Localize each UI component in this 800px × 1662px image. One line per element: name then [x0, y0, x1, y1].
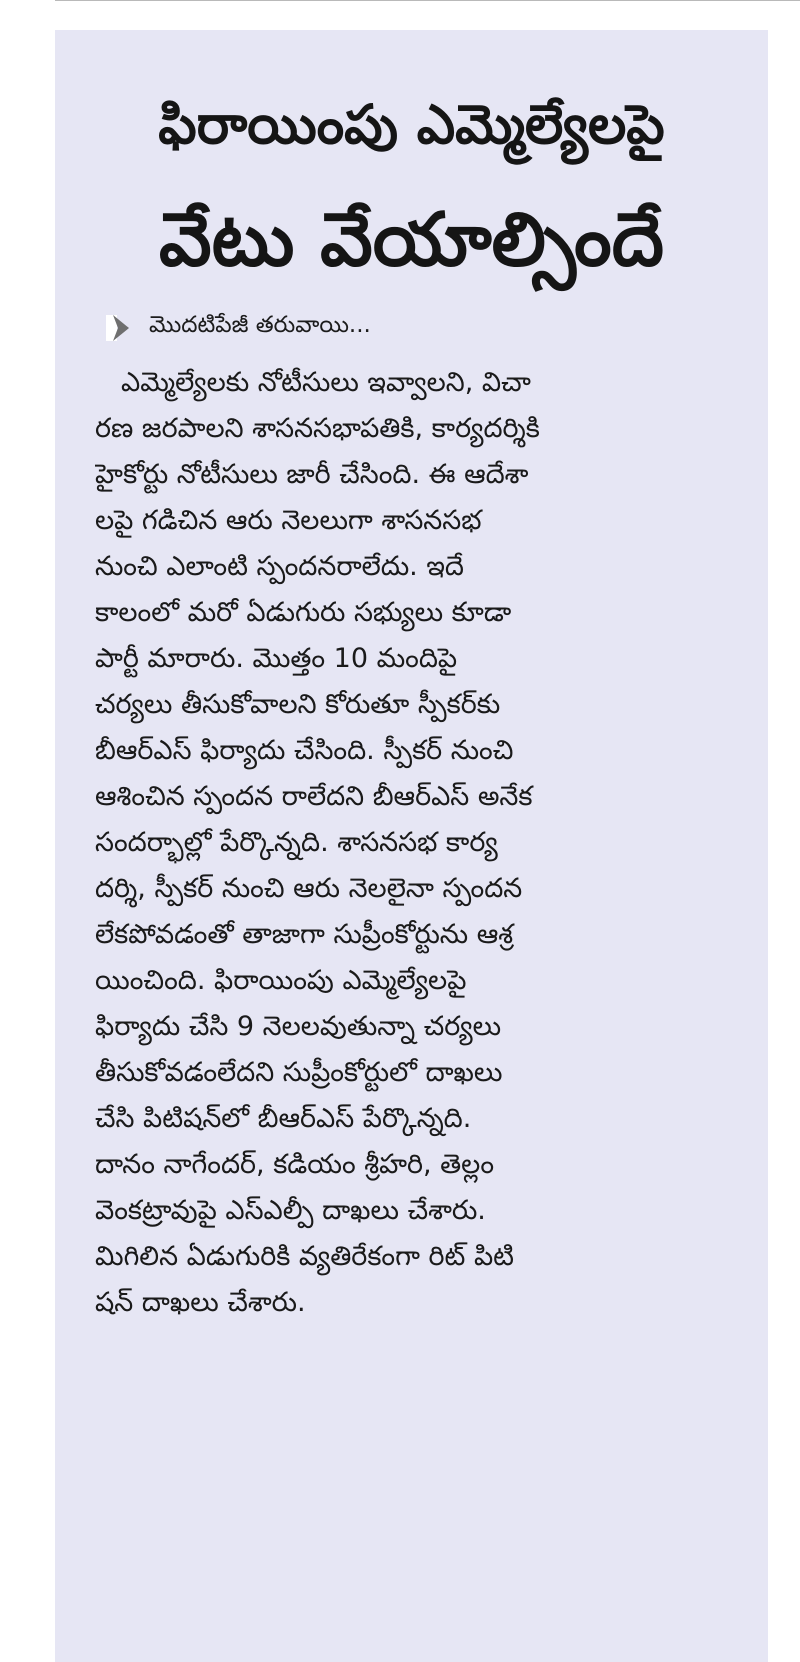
body-line: హైకోర్టు నోటీసులు జారీ చేసింది. ఈ ఆదేశా: [95, 459, 529, 490]
body-line: దానం నాగేందర్, కడియం శ్రీహరి, తెల్లం: [95, 1149, 495, 1180]
body-line: చేసి పిటిషన్‌లో బీఆర్ఎస్ పేర్కొన్నది.: [95, 1103, 472, 1134]
newspaper-clipping: [55, 30, 768, 1662]
body-line: సందర్భాల్లో పేర్కొన్నది. శాసనసభ కార్య: [95, 827, 498, 858]
body-line: బీఆర్ఎస్ ఫిర్యాదు చేసింది. స్పీకర్ నుంచి: [95, 735, 514, 766]
body-line: వెంకట్రావుపై ఎస్ఎల్పీ దాఖలు చేశారు.: [95, 1195, 486, 1226]
body-line: ఆశించిన స్పందన రాలేదని బీఆర్ఎస్ అనేక: [95, 781, 533, 812]
headline-line-1: ఫిరాయింపు ఎమ్మెల్యేలపై: [158, 93, 665, 156]
body-line: పార్టీ మారారు. మొత్తం 10 మందిపై: [95, 643, 458, 674]
continued-from-front-page: [103, 308, 371, 348]
body-line: ఎమ్మెల్యేలకు నోటీసులు ఇవ్వాలని, విచా: [121, 367, 531, 398]
body-line: లేకపోవడంతో తాజాగా సుప్రీంకోర్టును ఆశ్ర: [95, 919, 514, 950]
body-line: కాలంలో మరో ఏడుగురు సభ్యులు కూడా: [95, 597, 512, 628]
body-line: దర్శి, స్పీకర్ నుంచి ఆరు నెలలైనా స్పందన: [95, 873, 523, 904]
body-line: మిగిలిన ఏడుగురికి వ్యతిరేకంగా రిట్ పిటి: [95, 1241, 515, 1272]
body-line: లపై గడిచిన ఆరు నెలలుగా శాసనసభ: [95, 505, 482, 536]
body-line: చర్యలు తీసుకోవాలని కోరుతూ స్పీకర్‌కు: [95, 689, 501, 720]
body-line: తీసుకోవడంలేదని సుప్రీంకోర్టులో దాఖలు: [95, 1057, 503, 1088]
chevron-right-icon: [103, 311, 139, 345]
body-line: షన్ దాఖలు చేశారు.: [95, 1287, 306, 1318]
headline-line-2: వేటు వేయాల్సిందే: [159, 197, 664, 283]
body-line: రణ జరపాలని శాసనసభాపతికి, కార్యదర్శికి: [95, 413, 540, 444]
body-line: ఫిర్యాదు చేసి 9 నెలలవుతున్నా చర్యలు: [95, 1011, 502, 1042]
page-top-divider: [55, 0, 800, 1]
continued-label: మొదటిపేజీ తరువాయి...: [149, 312, 371, 338]
body-line: యించింది. ఫిరాయింపు ఎమ్మెల్యేలపై: [95, 965, 467, 996]
body-line: నుంచి ఎలాంటి స్పందనరాలేదు. ఇదే: [95, 551, 464, 582]
article-body: [95, 360, 731, 1326]
